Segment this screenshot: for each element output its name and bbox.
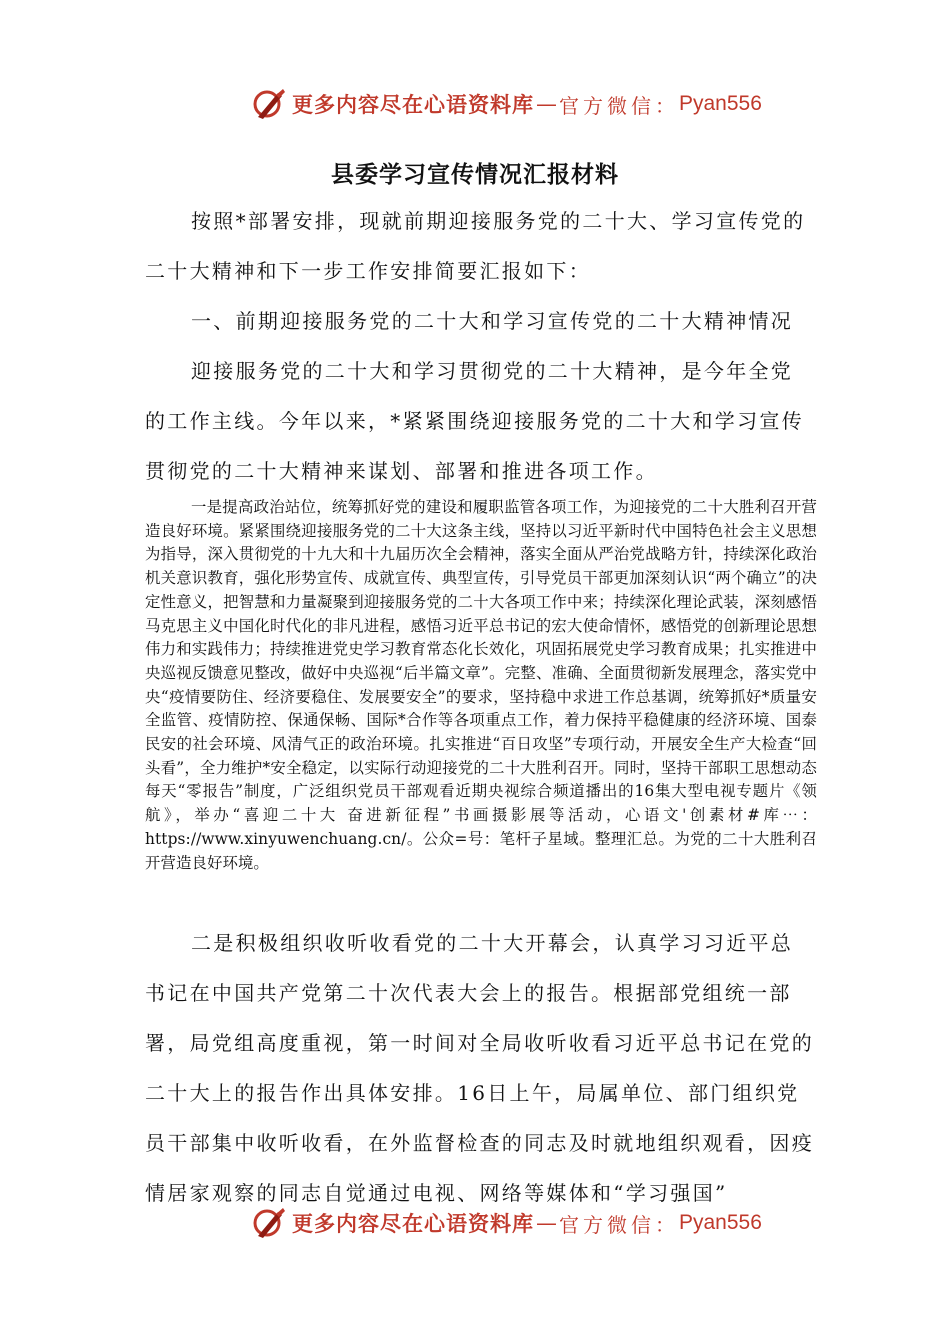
watermark-site-text: 更多内容尽在心语资料库 bbox=[292, 1212, 534, 1236]
watermark-header bbox=[252, 84, 762, 124]
watermark-separator: — bbox=[536, 1211, 557, 1235]
main-line-paragraph: 迎接服务党的二十大和学习贯彻党的二十大精神，是今年全党的工作主线。今年以来，*紧紧围绕迎接服务党的二十大和学习宣传贯彻党的二十大精神来谋划、部署和推进各项工作。 bbox=[145, 359, 804, 483]
intro-paragraph: 按照*部署安排，现就前期迎接服务党的二十大、学习宣传党的二十大精神和下一步工作安排简要汇报如下： bbox=[145, 209, 806, 283]
watermark-label: 官方微信： bbox=[559, 1212, 679, 1237]
point-two-paragraph: 二是积极组织收听收看党的二十大开幕会，认真学习习近平总书记在中国共产党第二十次代表大会上的报告。根据部党组统一部署，局党组高度重视，第一时间对全局收听收看习近平总书记在党的二十大上的报告作出具体安排。16日上午，局属单位、部门组织党员干部集中收听收看，在外监督检查的同志及时就地组织观看，因疫情居家观察的同志自觉通过电视、网络等媒体和“学习强国” bbox=[145, 931, 814, 1205]
watermark-wechat-id: Pyan556 bbox=[679, 1211, 762, 1234]
brush-logo-icon bbox=[252, 1206, 286, 1240]
brush-logo-icon bbox=[252, 87, 286, 121]
watermark-label: 官方微信： bbox=[559, 93, 679, 118]
point-one-paragraph: 一是提高政治站位，统筹抓好党的建设和履职监管各项工作，为迎接党的二十大胜利召开营造良好环境。紧紧围绕迎接服务党的二十大这条主线，坚持以习近平新时代中国特色社会主义思想为指导，深入贯彻党的十九大和十九届历次全会精神，落实全面从严治党战略方针，持续深化政治机关意识教育，强化形势宣传、成就宣传、典型宣传，引导党员干部更加深刻认识“两个确立”的决定性意义，把智慧和力量凝聚到迎接服务党的二十大各项工作中来；持续深化理论武装，深刻感悟马克思主义中国化时代化的非凡进程，感悟习近平总书记的宏大使命情怀，感悟党的创新理论思想伟力和实践伟力；持续推进党史学习教育常态化长效化，巩固拓展党史学习教育成果；扎实推进中央巡视反馈意见整改，做好中央巡视“后半篇文章”。完整、准确、全面贯彻新发展理念，落实党中央“疫情要防住、经济要稳住、发展要安全”的要求，坚持稳中求进工作总基调，统筹抓好*质量安全监管、疫情防控、保通保畅、国际*合作等各项重点工作，着力保持平稳健康的经济环境、国泰民安的社会环境、风清气正的政治环境。扎实推进“百日攻坚”专项行动，开展安全生产大检查“回头看”，全力维护*安全稳定，以实际行动迎接党的二十大胜利召开。同时，坚持干部职工思想动态每天“零报告”制度，广泛组织党员干部观看近期央视综合频道播出的16集大型电视专题片《领航》，举办“喜迎二十大 奋进新征程”书画摄影展等活动，心语文'创素材#库⋯：https://www.xinyuwenchuang.cn/。公众=号：笔杆子星域。整理汇总。为党的二十大胜利召开营造良好环境。 bbox=[145, 498, 817, 872]
watermark-site-text: 更多内容尽在心语资料库 bbox=[292, 93, 534, 117]
watermark-separator: — bbox=[536, 92, 557, 116]
document-title: 县委学习宣传情况汇报材料 bbox=[331, 162, 619, 188]
section-heading-1: 一、前期迎接服务党的二十大和学习宣传党的二十大精神情况 bbox=[191, 309, 794, 333]
watermark-wechat-id: Pyan556 bbox=[679, 92, 762, 115]
watermark-footer bbox=[252, 1206, 762, 1240]
